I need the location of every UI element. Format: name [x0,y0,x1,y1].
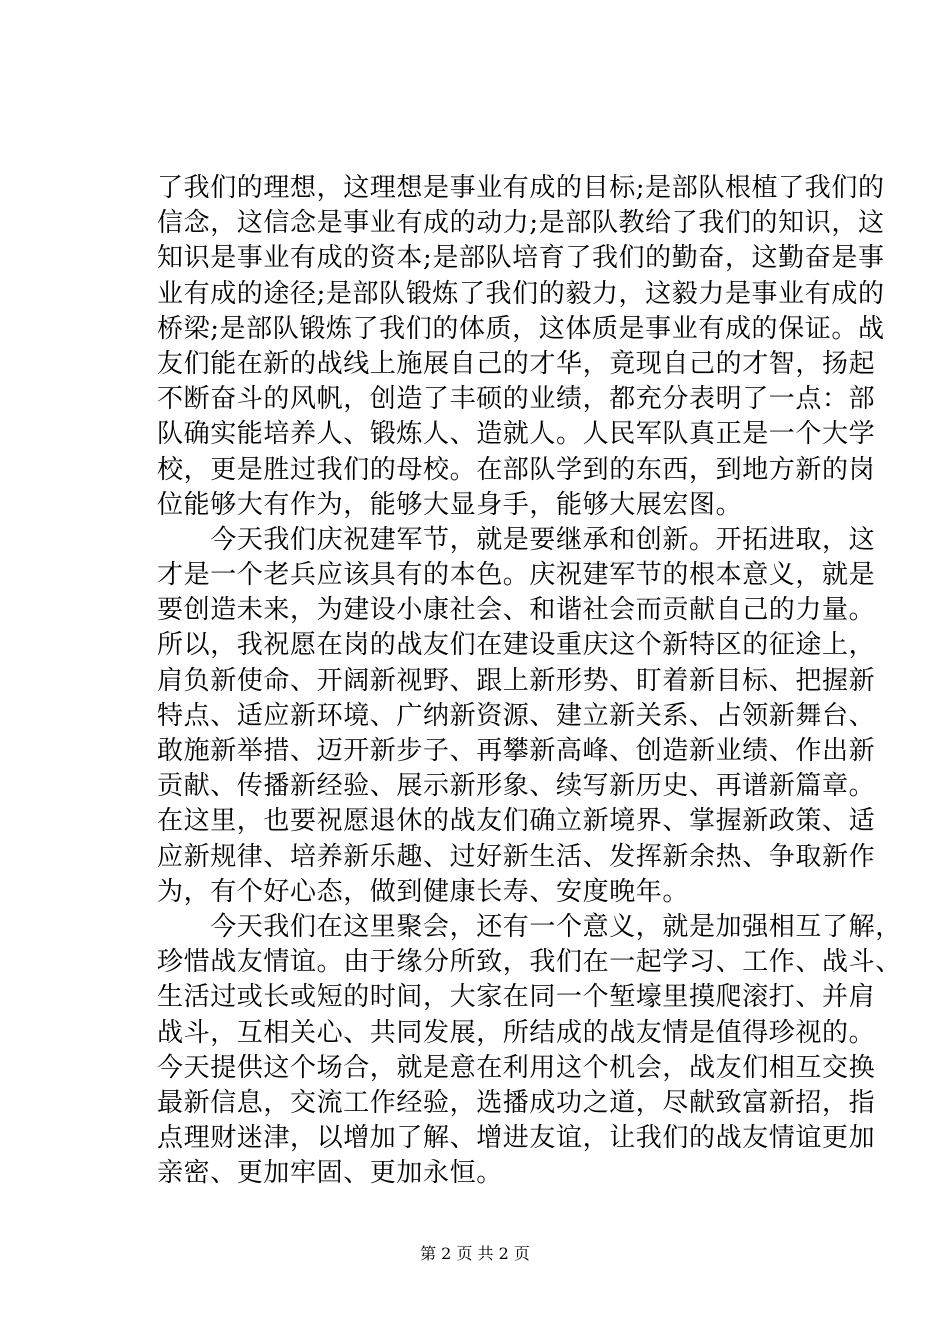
text-line: 所以，我祝愿在岗的战友们在建设重庆这个新特区的征途上， [157,630,876,661]
text-line: 敢施新举措、迈开新步子、再攀新高峰、创造新业绩、作出新 [157,736,876,766]
text-line: 亲密、更加牢固、更加永恒。 [157,1158,503,1189]
text-line: 信念，这信念是事业有成的动力;是部队教给了我们的知识，这 [157,208,885,239]
text-line: 为，有个好心态，做到健康长寿、安度晚年。 [157,876,690,907]
text-line: 位能够大有作为，能够大显身手，能够大展宏图。 [157,489,743,520]
text-line: 贡献、传播新经验、展示新形象、续写新历史、再谱新篇章。 [157,771,876,802]
text-line: 战斗，互相关心、共同发展，所结成的战友情是值得珍视的。 [157,1017,876,1048]
text-line: 今天提供这个场合，就是意在利用这个机会，战友们相互交换 [157,1052,876,1083]
text-line: 队确实能培养人、锻炼人、造就人。人民军队真正是一个大学 [157,419,876,450]
text-line: 今天我们庆祝建军节，就是要继承和创新。开拓进取，这 [157,524,876,555]
text-line: 今天我们在这里聚会，还有一个意义，就是加强相互了解， [157,911,902,942]
text-line: 知识是事业有成的资本;是部队培育了我们的勤奋，这勤奋是事 [157,243,885,274]
page-footer: 第 2 页 共 2 页 [420,1244,530,1263]
text-line: 珍惜战友情谊。由于缘分所致，我们在一起学习、工作、战斗、 [157,947,902,978]
text-line: 不断奋斗的风帆，创造了丰硕的业绩，都充分表明了一点：部 [157,384,876,415]
text-line: 校，更是胜过我们的母校。在部队学到的东西，到地方新的岗 [157,454,876,485]
text-line: 最新信息，交流工作经验，选播成功之道，尽献致富新招，指 [157,1087,876,1118]
text-line: 业有成的途径;是部队锻炼了我们的毅力，这毅力是事业有成的 [157,278,885,309]
body-text [157,171,902,1191]
text-line: 桥梁;是部队锻炼了我们的体质，这体质是事业有成的保证。战 [157,313,885,344]
text-line: 应新规律、培养新乐趣、过好新生活、发挥新余热、争取新作 [157,841,876,872]
text-line: 点理财迷津，以增加了解、增进友谊，让我们的战友情谊更加 [157,1123,876,1154]
text-line: 了我们的理想，这理想是事业有成的目标;是部队根植了我们的 [157,173,885,203]
text-line: 友们能在新的战线上施展自己的才华，竟现自己的才智，扬起 [157,348,876,379]
text-line: 要创造未来，为建设小康社会、和谐社会而贡献自己的力量。 [157,595,876,626]
text-line: 肩负新使命、开阔新视野、跟上新形势、盯着新目标、把握新 [157,665,876,696]
text-line: 特点、适应新环境、广纳新资源、建立新关系、占领新舞台、 [157,700,876,731]
text-line: 才是一个老兵应该具有的本色。庆祝建军节的根本意义，就是 [157,560,876,591]
text-line: 在这里，也要祝愿退休的战友们确立新境界、掌握新政策、适 [157,806,876,837]
text-line: 生活过或长或短的时间，大家在同一个堑壕里摸爬滚打、并肩 [157,982,876,1013]
